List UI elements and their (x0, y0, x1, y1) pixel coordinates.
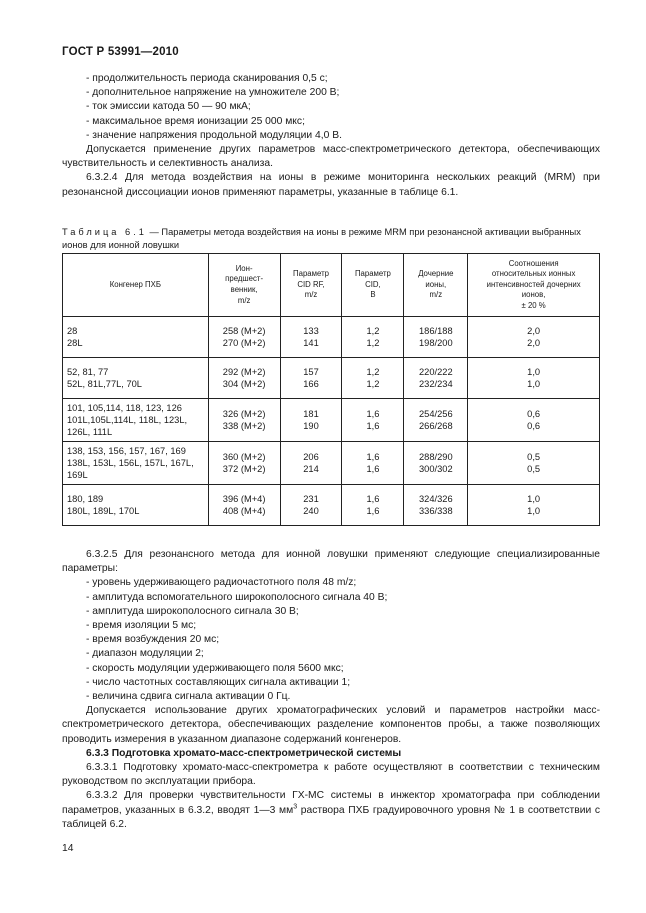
table-row (63, 399, 600, 442)
table-row (63, 485, 600, 526)
cell-congener: 52, 81, 77 52L, 81L,77L, 70L (63, 358, 209, 399)
list-item: - ток эмиссии катода 50 — 90 мкА; (86, 101, 251, 113)
cell-precursor: 326 (M+2) 338 (M+2) (208, 399, 280, 442)
cell-daughter: 324/326 336/338 (404, 485, 468, 526)
cell-precursor: 258 (M+2) 270 (M+2) (208, 317, 280, 358)
list-item: - максимальное время ионизации 25 000 мкс; (86, 115, 305, 127)
paragraph-6-3-3-1: 6.3.3.1 Подготовку хромато-масс-спектрометра к работе осуществляют в соответствии с техническим руководством по эксплуатации прибора. (62, 762, 600, 788)
cell-daughter: 220/222 232/234 (404, 358, 468, 399)
cell-ratio: 0,5 0,5 (468, 442, 600, 485)
detector-parameters-block (62, 72, 600, 200)
cell-daughter: 254/256 266/268 (404, 399, 468, 442)
cell-cid: 1,2 1,2 (342, 317, 404, 358)
resonance-parameters-block (62, 548, 600, 832)
paragraph-allowed-params: Допускается применение других параметров масс-спектрометрического детектора, обеспечивающих чувствительность и селективность анализа. (62, 144, 600, 170)
list-item: - уровень удерживающего радиочастотного поля 48 m/z; (86, 577, 357, 589)
header-daughter-ions: Дочерние ионы, m/z (404, 254, 468, 317)
paragraph-allowed-conditions: Допускается использование других хроматографических условий и параметров настройки масс-спектрометрического детектора, обеспечивающих разделение компонентов пробы, а также позволяющих проводить измерения в указанном диапазоне содержаний конгенеров. (62, 705, 600, 745)
list-item: - продолжительность периода сканирования 0,5 с; (86, 73, 328, 84)
cell-cid: 1,2 1,2 (342, 358, 404, 399)
cell-ratio: 2,0 2,0 (468, 317, 600, 358)
cell-cid-rf: 133 141 (280, 317, 342, 358)
cell-cid: 1,6 1,6 (342, 442, 404, 485)
list-item: - амплитуда широкополосного сигнала 30 В; (86, 605, 299, 617)
list-item: - дополнительное напряжение на умножителе 200 В; (86, 87, 340, 99)
cell-congener: 101, 105,114, 118, 123, 126 101L,105L,114L, 118L, 123L, 126L, 111L (63, 399, 209, 442)
cell-congener: 138, 153, 156, 157, 167, 169 138L, 153L, 156L, 157L, 167L, 169L (63, 442, 209, 485)
header-precursor-ion: Ион- предшест- венник, m/z (208, 254, 280, 317)
page-number: 14 (62, 843, 74, 854)
list-item: - значение напряжения продольной модуляции 4,0 В. (86, 129, 342, 141)
cell-ratio: 0,6 0,6 (468, 399, 600, 442)
document-header: ГОСТ Р 53991—2010 (62, 46, 179, 58)
list-item: - диапазон модуляции 2; (86, 648, 204, 660)
table-header-row (63, 254, 600, 317)
list-item: - величина сдвига сигнала активации 0 Гц. (86, 691, 291, 703)
cell-precursor: 292 (M+2) 304 (M+2) (208, 358, 280, 399)
table-caption-label: Таблица 6.1 (62, 227, 147, 237)
header-congener: Конгенер ПХБ (63, 254, 209, 317)
mrm-parameters-table (62, 253, 600, 526)
cell-congener: 28 28L (63, 317, 209, 358)
table-row (63, 358, 600, 399)
cell-daughter: 288/290 300/302 (404, 442, 468, 485)
paragraph-6-3-3-2: 6.3.3.2 Для проверки чувствительности ГХ-МС системы в инжектор хроматографа при соблюдении параметров, указанных в 6.3.2, вводят 1—3 $мм^3$ раствора ПХБ градуировочного уровня № 1 в соответствии с таблицей 6.2. (62, 790, 600, 830)
table-row (63, 442, 600, 485)
list-item: - время изоляции 5 мс; (86, 620, 197, 632)
paragraph-6-3-2-4: 6.3.2.4 Для метода воздействия на ионы в режиме мониторинга нескольких реакций (MRM) при резонансной диссоциации ионов применяют параметры, указанные в таблице 6.1. (62, 172, 600, 198)
list-item: - время возбуждения 20 мс; (86, 634, 220, 646)
header-intensity-ratio: Соотношения относительных ионных интенсивностей дочерних ионов, ± 20 % (468, 254, 600, 317)
cell-cid-rf: 206 214 (280, 442, 342, 485)
header-cid: Параметр CID, В (342, 254, 404, 317)
cell-cid-rf: 181 190 (280, 399, 342, 442)
cell-congener: 180, 189 180L, 189L, 170L (63, 485, 209, 526)
cell-cid: 1,6 1,6 (342, 399, 404, 442)
table-row (63, 317, 600, 358)
cell-daughter: 186/188 198/200 (404, 317, 468, 358)
cell-precursor: 360 (M+2) 372 (M+2) (208, 442, 280, 485)
cell-cid: 1,6 1,6 (342, 485, 404, 526)
section-heading-6-3-3: 6.3.3 Подготовка хромато-масс-спектрометрической системы (86, 747, 402, 759)
cell-cid-rf: 231 240 (280, 485, 342, 526)
list-item: - число частотных составляющих сигнала активации 1; (86, 676, 351, 688)
cell-cid-rf: 157 166 (280, 358, 342, 399)
cell-ratio: 1,0 1,0 (468, 485, 600, 526)
table-caption-text: — Параметры метода воздействия на ионы в режиме MRM при резонансной активации выбранных ионов для ионной ловушки (62, 227, 581, 250)
header-cid-rf: Параметр CID RF, m/z (280, 254, 342, 317)
table-caption (62, 226, 600, 251)
cell-ratio: 1,0 1,0 (468, 358, 600, 399)
cell-precursor: 396 (M+4) 408 (M+4) (208, 485, 280, 526)
list-item: - амплитуда вспомогательного широкополосного сигнала 40 В; (86, 591, 388, 603)
paragraph-6-3-2-5: 6.3.2.5 Для резонансного метода для ионной ловушки применяют следующие специализированные параметры: (62, 549, 600, 575)
list-item: - скорость модуляции удерживающего поля 5600 мкс; (86, 662, 344, 674)
